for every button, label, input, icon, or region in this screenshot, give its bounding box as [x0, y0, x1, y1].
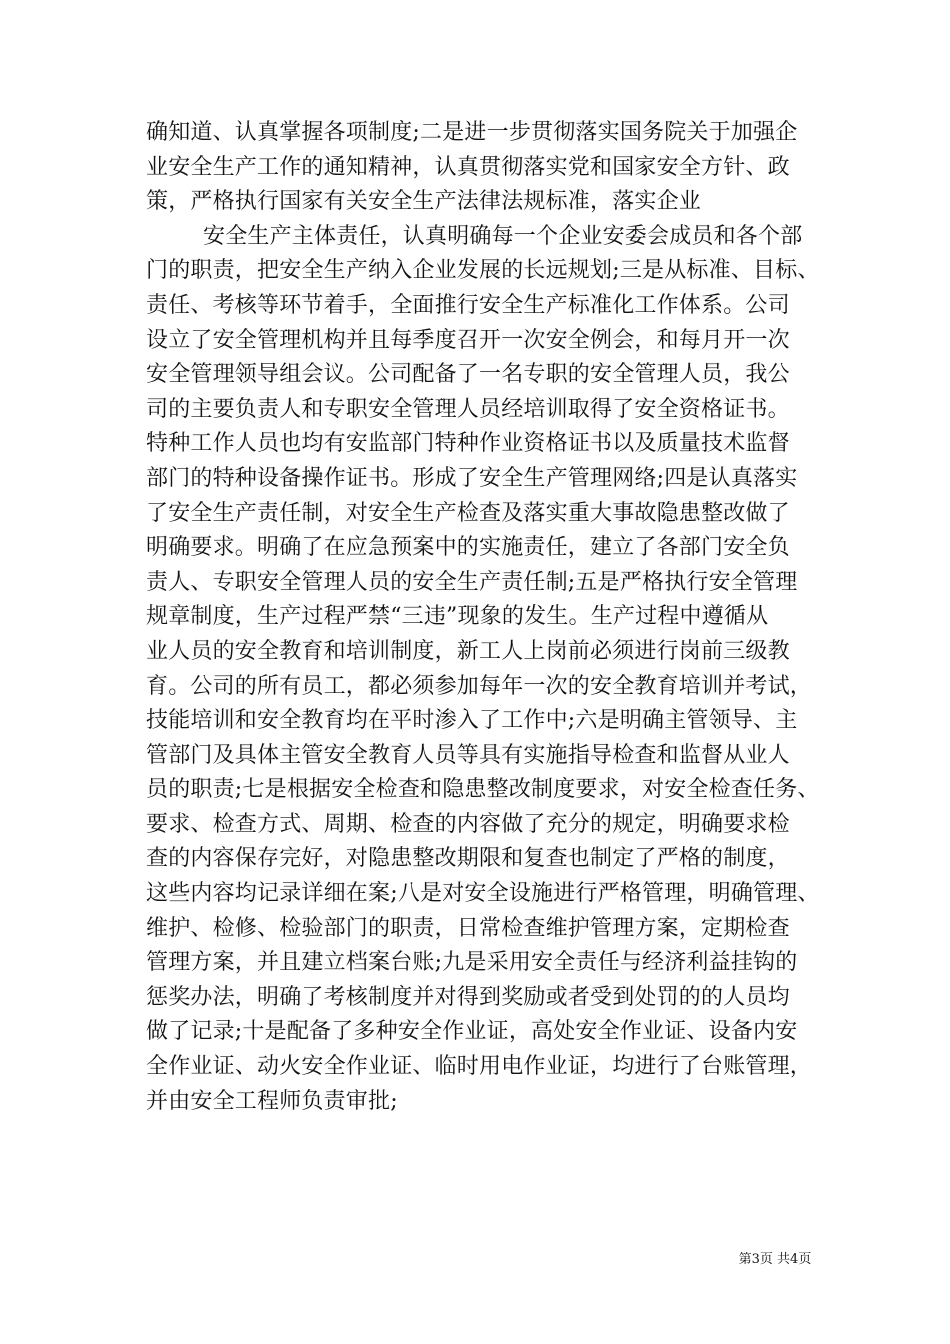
body-text	[146, 116, 826, 1119]
text-line: 全作业证、动火安全作业证、临时用电作业证，均进行了台账管理，	[146, 1054, 813, 1080]
text-line: 责人、专职安全管理人员的安全生产责任制;五是严格执行安全管理	[146, 569, 798, 595]
paragraph-first-line: 安全生产主体责任，认真明确每一个企业安委会成员和各个部	[203, 223, 803, 249]
text-line: 要求、检查方式、周期、检查的内容做了充分的规定，明确要求检	[146, 811, 790, 837]
text-line: 并由安全工程师负责审批;	[146, 1088, 398, 1114]
text-line: 管部门及具体主管安全教育人员等具有实施指导检查和监督从业人	[146, 742, 790, 768]
text-line: 查的内容保存完好，对隐患整改期限和复查也制定了严格的制度，	[146, 846, 790, 872]
text-line: 安全管理领导组会议。公司配备了一名专职的安全管理人员，我公	[146, 362, 790, 388]
text-line: 维护、检修、检验部门的职责，日常检查维护管理方案，定期检查	[146, 915, 790, 941]
text-line: 设立了安全管理机构并且每季度召开一次安全例会，和每月开一次	[146, 327, 790, 353]
text-line: 育。公司的所有员工，都必须参加每年一次的安全教育培训并考试，	[146, 673, 813, 699]
text-line: 责任、考核等环节着手，全面推行安全生产标准化工作体系。公司	[146, 292, 790, 318]
text-line: 技能培训和安全教育均在平时渗入了工作中;六是明确主管领导、主	[146, 708, 798, 734]
text-line: 策，严格执行国家有关安全生产法律法规标准，落实企业	[146, 189, 702, 215]
text-line: 明确要求。明确了在应急预案中的实施责任，建立了各部门安全负	[146, 535, 790, 561]
text-line: 司的主要负责人和专职安全管理人员经培训取得了安全资格证书。	[146, 396, 790, 422]
text-line: 管理方案，并且建立档案台账;九是采用安全责任与经济利益挂钩的	[146, 950, 798, 976]
text-line: 业安全生产工作的通知精神，认真贯彻落实党和国家安全方针、政	[146, 154, 790, 180]
page-number-footer: 第3页 共4页	[738, 1252, 812, 1267]
text-line: 业人员的安全教育和培训制度，新工人上岗前必须进行岗前三级教	[146, 638, 790, 664]
text-line: 惩奖办法，明确了考核制度并对得到奖励或者受到处罚的的人员均	[146, 984, 790, 1010]
text-line: 确知道、认真掌握各项制度;二是进一步贯彻落实国务院关于加强企	[146, 120, 798, 145]
text-line: 这些内容均记录详细在案;八是对安全设施进行严格管理，明确管理、	[146, 881, 820, 907]
text-line: 特种工作人员也均有安监部门特种作业资格证书以及质量技术监督	[146, 431, 790, 457]
text-line: 做了记录;十是配备了多种安全作业证，高处安全作业证、设备内安	[146, 1019, 798, 1045]
text-line: 部门的特种设备操作证书。形成了安全生产管理网络;四是认真落实	[146, 465, 798, 491]
text-line: 员的职责;七是根据安全检查和隐患整改制度要求，对安全检查任务、	[146, 777, 820, 803]
text-line: 规章制度，生产过程严禁“三违”现象的发生。生产过程中遵循从	[146, 604, 769, 630]
text-line: 门的职责，把安全生产纳入企业发展的长远规划;三是从标准、目标、	[146, 258, 820, 284]
text-line: 了安全生产责任制，对安全生产检查及落实重大事故隐患整改做了	[146, 500, 790, 526]
